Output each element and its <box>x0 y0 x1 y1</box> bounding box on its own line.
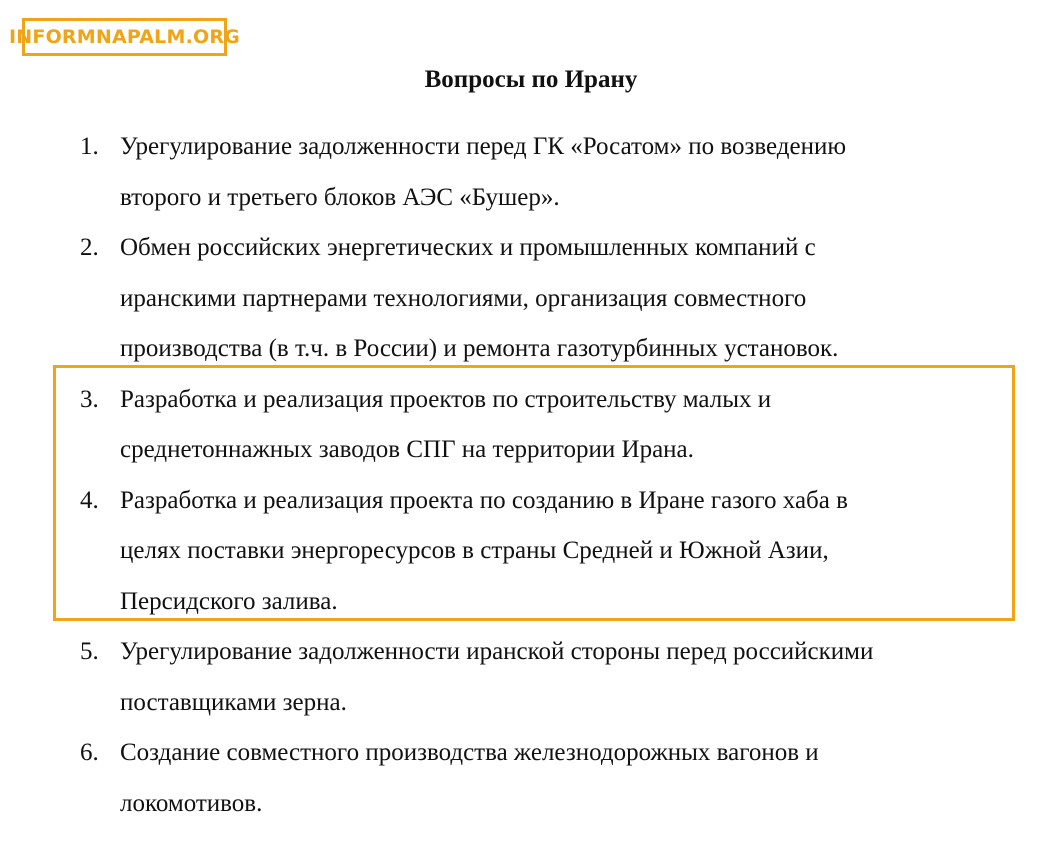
item-text-line: Персидского залива. <box>120 587 338 615</box>
item-text-line: Разработка и реализация проекта по созданию в Иране газого хаба в <box>120 486 848 514</box>
item-number: 4. <box>80 486 99 514</box>
item-text-line: Создание совместного производства железнодорожных вагонов и <box>120 739 819 766</box>
item-text-line: Урегулирование задолженности иранской стороны перед российскими <box>120 638 874 665</box>
item-number: 5. <box>80 638 99 665</box>
list-item-5 <box>0 627 1040 728</box>
document-title: Вопросы по Ирану <box>424 66 638 93</box>
item-text-line: Урегулирование задолженности перед ГК «Росатом» по возведению <box>120 133 847 160</box>
item-text-line: иранскими партнерами технологиями, организация совместного <box>120 284 807 312</box>
item-text-line: производства (в т.ч. в России) и ремонта газотурбинных установок. <box>120 335 839 362</box>
list-item-1 <box>0 122 1040 223</box>
item-number: 1. <box>80 133 99 160</box>
item-text-line: поставщиками зерна. <box>120 688 347 716</box>
watermark-logo <box>9 18 240 56</box>
watermark-text: INFORMNAPALM.ORG <box>9 26 240 48</box>
item-text-line: Обмен российских энергетических и промышленных компаний с <box>120 234 816 261</box>
item-text-line: среднетоннажных заводов СПГ на территории Ирана. <box>120 436 694 463</box>
list-item-2 <box>0 223 1040 375</box>
questions-list <box>0 122 1040 829</box>
item-number: 6. <box>80 739 99 766</box>
list-item-4 <box>0 476 1040 628</box>
item-text-line: локомотивов. <box>120 789 263 817</box>
item-text-line: Разработка и реализация проектов по строительству малых и <box>120 385 772 413</box>
item-text-line: целях поставки энергоресурсов в страны Средней и Южной Азии, <box>120 537 829 564</box>
list-item-6 <box>0 728 1040 829</box>
item-text-line: второго и третьего блоков АЭС «Бушер». <box>120 183 560 211</box>
list-item-3 <box>0 375 1040 476</box>
item-number: 2. <box>80 234 99 261</box>
item-number: 3. <box>80 385 99 413</box>
